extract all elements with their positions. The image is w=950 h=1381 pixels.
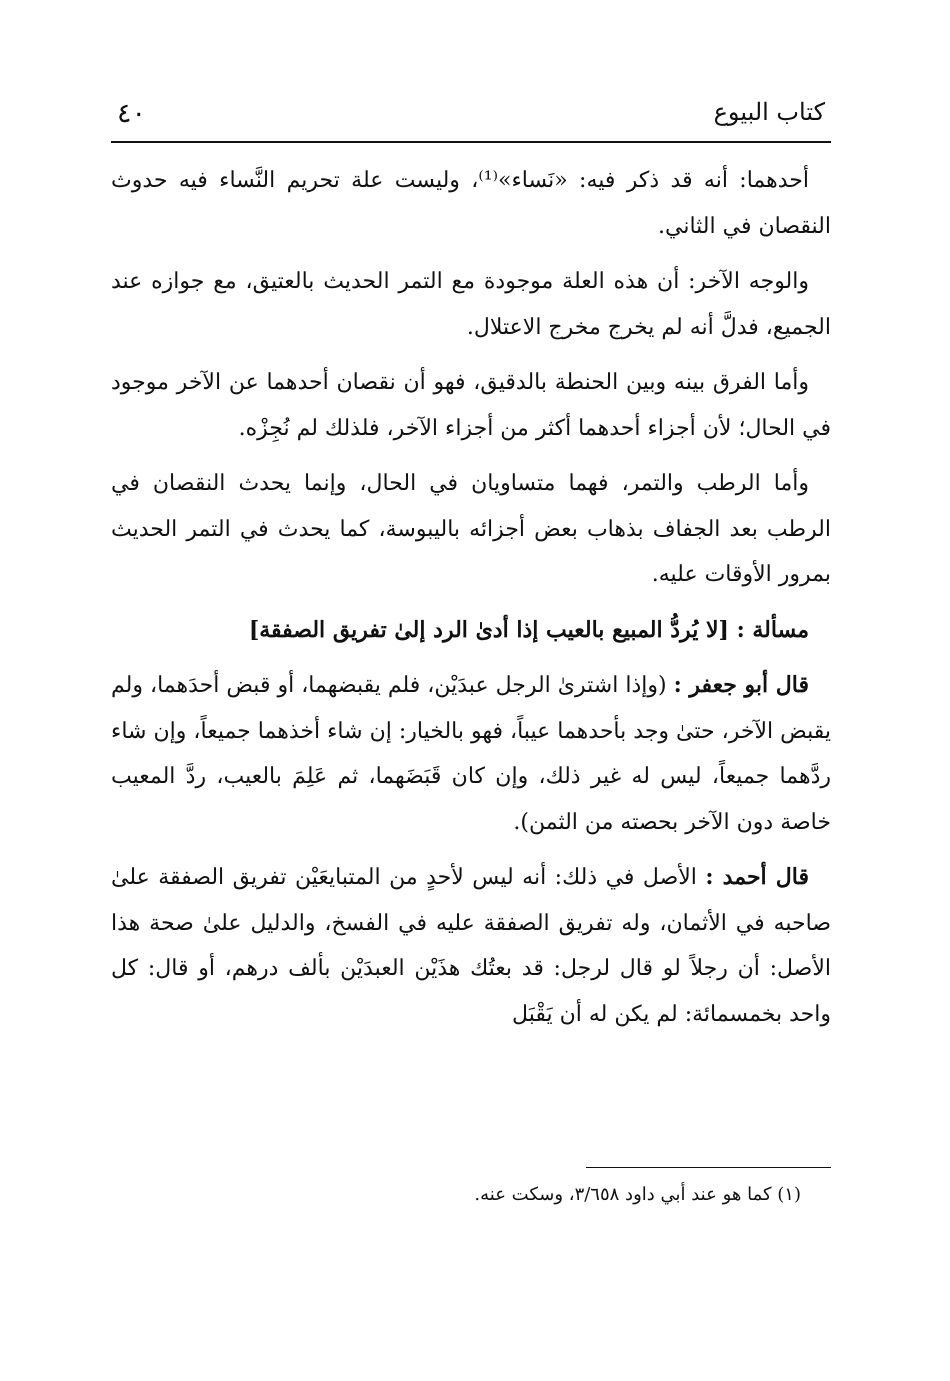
section-heading: مسألة : [لا يُردُّ المبيع بالعيب إذا أدىٰ الرد إلىٰ تفريق الصفقة] [248, 616, 809, 643]
main-text [111, 158, 831, 1047]
header-rule [111, 141, 831, 143]
chapter-title: كتاب البيوع [713, 98, 825, 126]
paragraph-3: وأما الفرق بينه وبين الحنطة بالدقيق، فهو أن نقصان أحدهما عن الآخر موجود في الحال؛ لأن أجزاء أحدهما أكثر من أجزاء الآخر، فلذلك لم نُجِزْه. [111, 370, 831, 441]
paragraph-6-text: الأصل في ذلك: أنه ليس لأحدٍ من المتبايعَيْن تفريق الصفقة علىٰ صاحبه في الأثمان، وله تفريق الصفقة عليه في الفسخ، والدليل علىٰ صحة هذا الأصل: أن رجلاً لو قال لرجل: قد بعتُك هذَيْن العبدَيْن بألف درهم، أو قال: كل واحد بخمسمائة: لم يكن له أن يَقْبَل [111, 865, 831, 1027]
speaker-label: قال أبو جعفر : [673, 672, 809, 698]
footnote-rule [586, 1167, 831, 1168]
footnote: (١) كما هو عند أبي داود ٣/٦٥٨، وسكت عنه. [474, 1184, 801, 1205]
page-number: ٤٠ [117, 98, 147, 129]
paragraph-4: وأما الرطب والتمر، فهما متساويان في الحال، وإنما يحدث النقصان في الرطب بعد الجفاف بذهاب بعض أجزائه باليبوسة، كما يحدث في التمر الحديث بمرور الأوقات عليه. [111, 471, 831, 587]
paragraph-5-text: (وإذا اشترىٰ الرجل عبدَيْن، فلم يقبضهما، أو قبض أحدَهما، ولم يقبض الآخر، حتىٰ وجد بأحدهما عيباً، فهو بالخيار: إن شاء أخذهما جميعاً، وإن شاء ردَّهما جميعاً، ليس له غير ذلك، وإن كان قَبَضَهما، ثم عَلِمَ بالعيب، ردَّ المعيب خاصة دون الآخر بحصته من الثمن). [111, 673, 831, 835]
paragraph-2: والوجه الآخر: أن هذه العلة موجودة مع التمر الحديث بالعتيق، مع جوازه عند الجميع، فدلَّ أنه لم يخرج مخرج الاعتلال. [111, 269, 831, 340]
speaker-label: قال أحمد : [705, 864, 809, 890]
running-header [111, 96, 831, 138]
paragraph-5 [111, 663, 831, 845]
paragraph-6 [111, 855, 831, 1037]
paragraph-1: أحدهما: أنه قد ذكر فيه: «نَساء»⁽¹⁾، وليست علة تحريم النَّساء فيه حدوث النقصان في الثاني. [111, 168, 831, 239]
